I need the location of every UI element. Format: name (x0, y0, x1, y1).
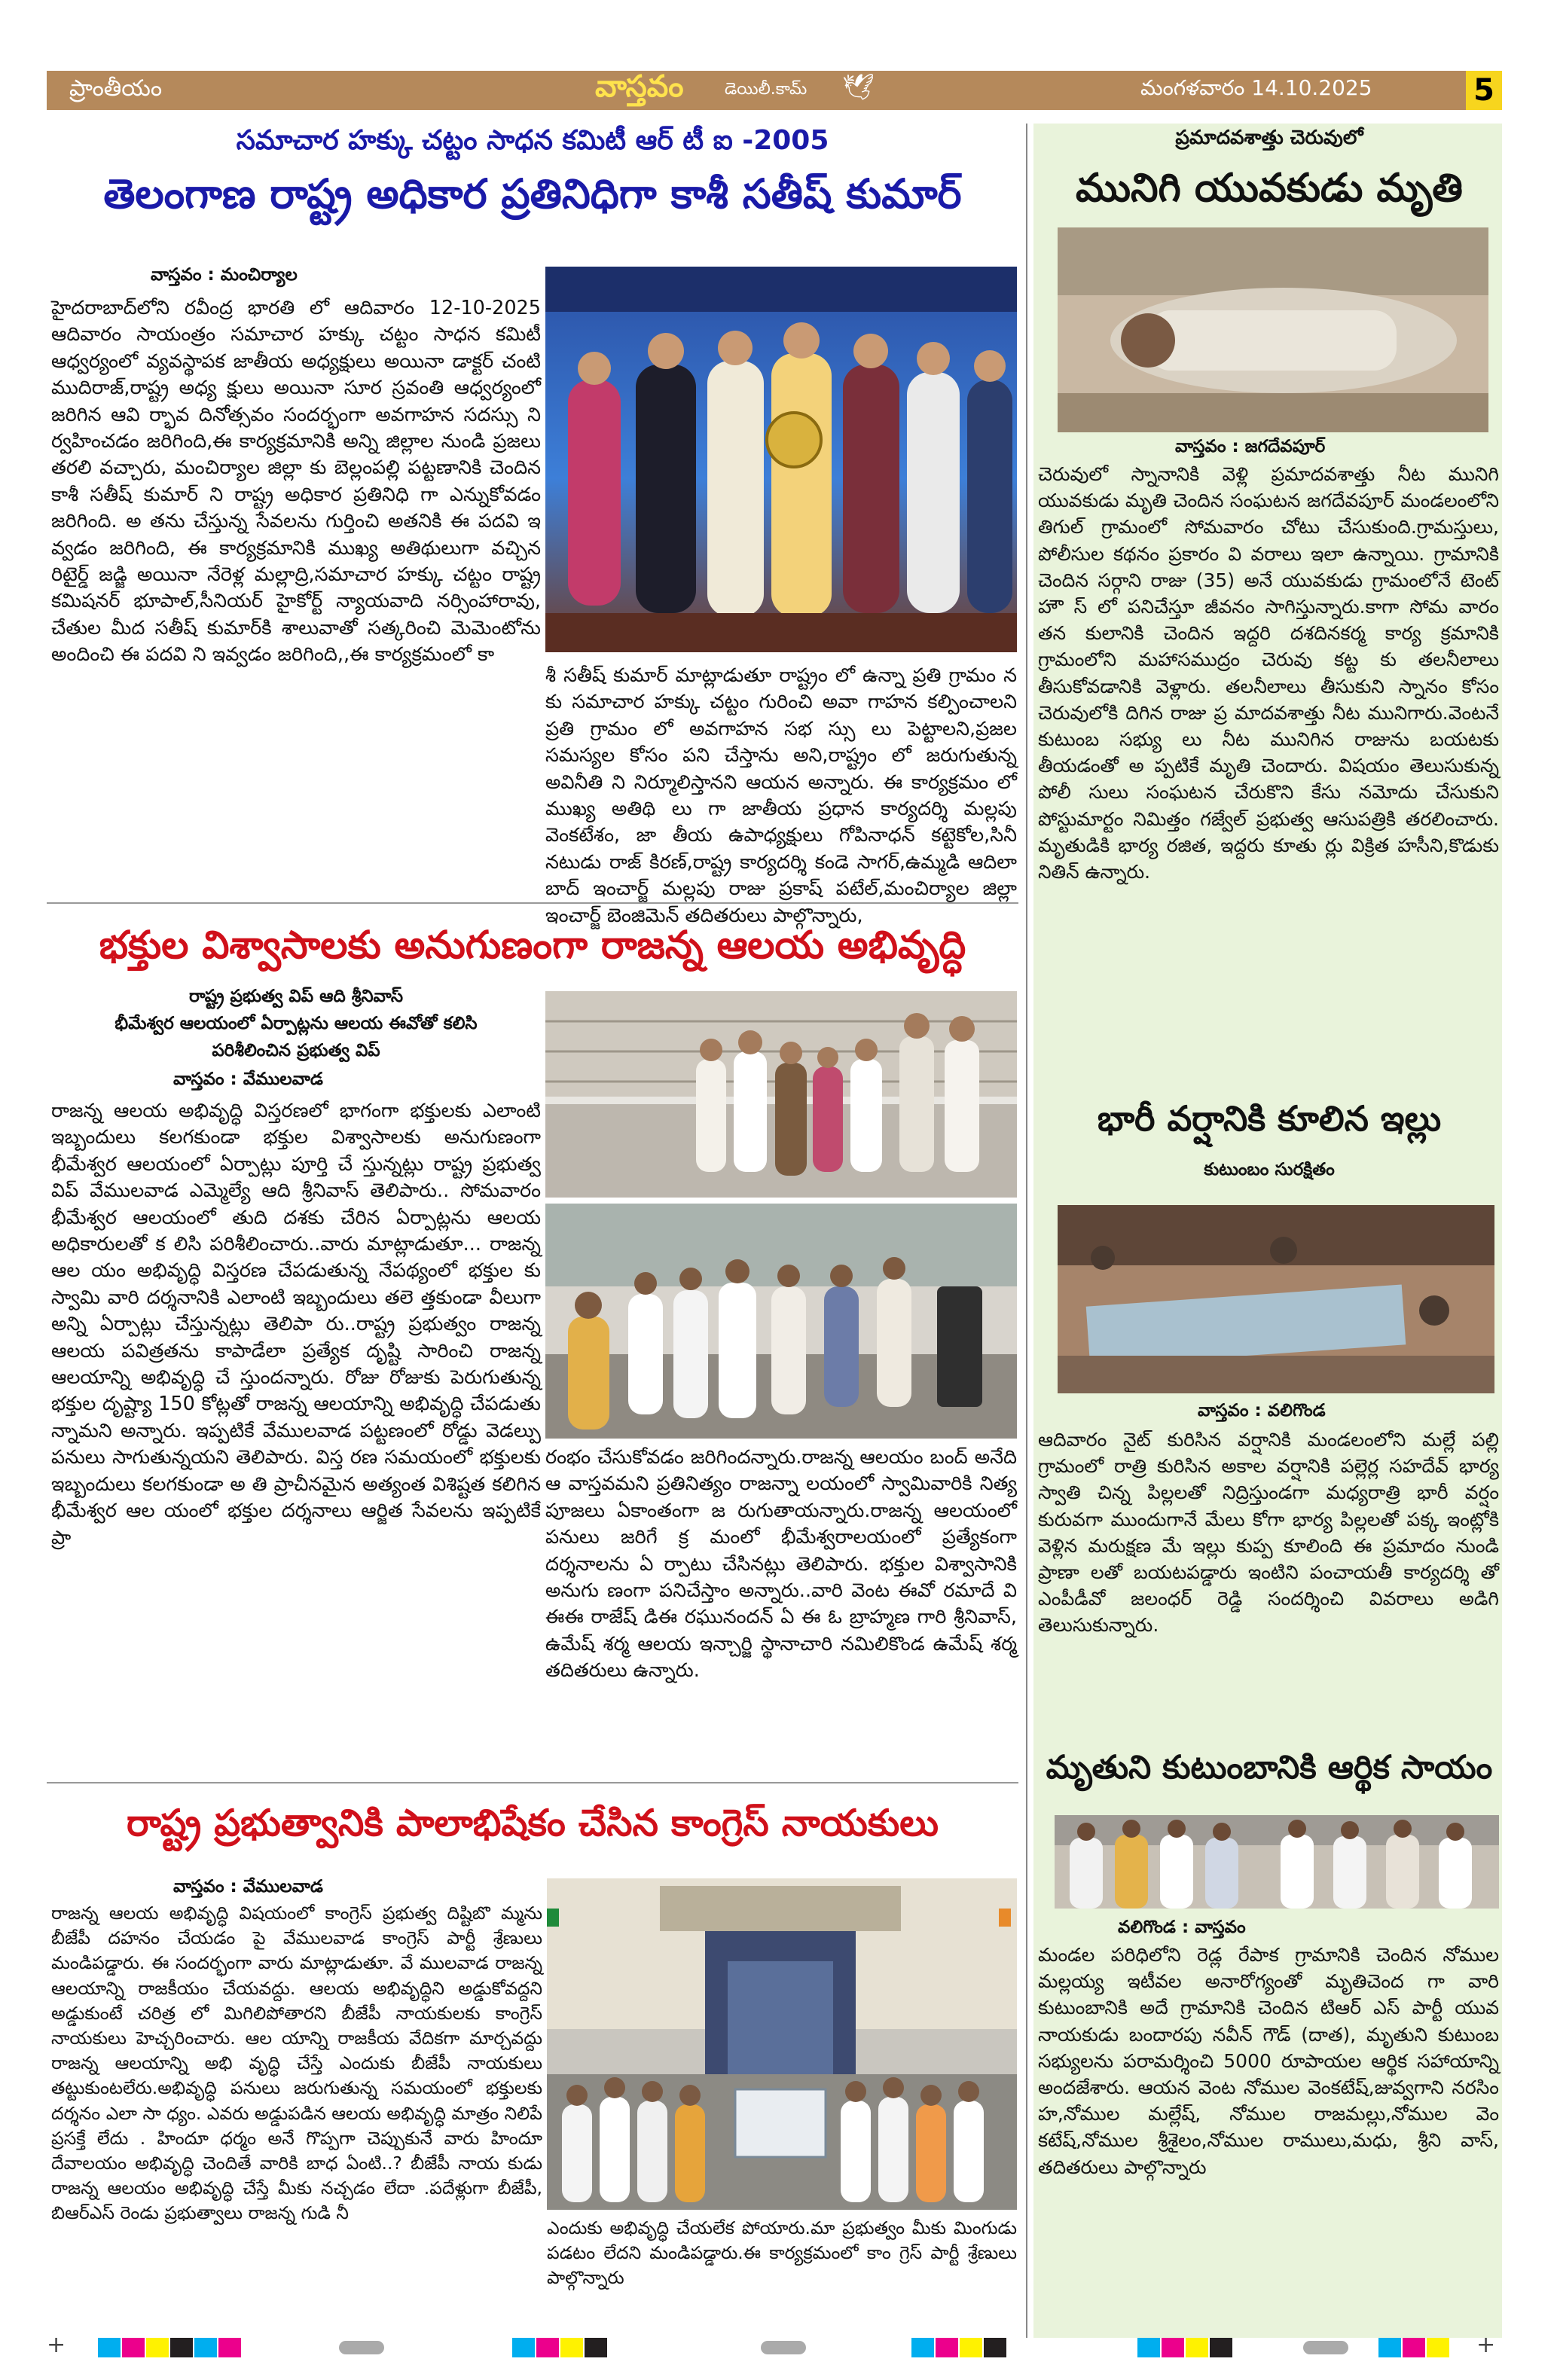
right1-body (1038, 461, 1499, 885)
story2-paragraph: రంభం చేసుకోవడం జరిగిందన్నారు.రాజన్న ఆలయం బంద్ అనేది ఆ వాస్తవమని ప్రతినిత్యం రాజన్నా లయంలో స్వామివారికి నిత్య పూజలు ఏకాంతంగా జ రుగుతాయన్నారు.రాజన్న ఆలయంలో పనులు జరిగే క్ర మంలో భీమేశ్వరాలయంలో ప్రత్యేకంగా దర్శనాలను ఏ ర్పాటు చేసినట్లు తెలిపారు. భక్తుల విశ్వాసానికి అనుగు ణంగా పనిచేస్తాం అన్నారు..వారి వెంట ఈవో రమాదే వి ఈఈ రాజేష్ డిఈ రఘునందన్ ఏ ఈ ఓ బ్రాహ్మణ గారి శ్రీనివాస్, ఉమేష్ శర్మ ఆలయ ఇన్చార్జి స్థానాచారి నమిలికొండ ఉమేష్ శర్మ తదితరులు ఉన్నారు. (545, 1446, 1017, 1683)
issue-date: మంగళవారం 14.10.2025 (1140, 75, 1372, 100)
story2-sub3: పరిశీలించిన ప్రభుత్వ విప్ (212, 1041, 380, 1060)
right3-paragraph: మండల పరిధిలోని రెడ్ల రేపాక గ్రామానికి చెందిన నోముల మల్లయ్య ఇటీవల అనారోగ్యంతో మృతిచెంద గా వారి కుటుంబానికి అదే గ్రామానికి చెందిన టిఆర్ ఎస్ పార్టీ యువ నాయకుడు బందారపు నవీన్ గౌడ్ (దాత), మృతుని కుటుంబ సభ్యులను పరామర్శించి 5000 రూపాయల ఆర్థిక సహాయాన్ని అందజేశారు. ఆయన వెంట నోముల వెంకటేష్,జువ్వగాని నరసిం హ,నోముల మల్లేష్, నోముల రాజమల్లు,నోముల వెం కటేష్,నోముల శ్రీశైలం,నోముల రాములు,మధు, శ్రీని వాస్, తదితరులు పాల్గొన్నారు (1038, 1944, 1499, 2178)
registration-mark: + (47, 2332, 66, 2358)
cmyk-strip (98, 2338, 1514, 2363)
story2-sub2: భీమేశ్వర ఆలయంలో ఏర్పాట్లను ఆలయ ఈవోతో కలిసి (114, 1014, 478, 1033)
story-divider (47, 1782, 1018, 1783)
right3-body (1038, 1942, 1499, 2180)
right2-kicker: కుటుంబం సురక్షితం (1204, 1160, 1335, 1179)
story2-sub1: రాష్ట్ర ప్రభుత్వ విప్ ఆది శ్రీనివాస్ (188, 987, 404, 1006)
story2-photo-bottom (545, 1204, 1017, 1439)
story2-body-col2 (545, 1445, 1017, 1685)
right3-photo (1055, 1815, 1499, 1909)
story3-photo (547, 1878, 1017, 2210)
right3-headline: మృతుని కుటుంబానికి ఆర్థిక సాయం (1046, 1749, 1493, 1787)
story2-dateline: వాస్తవం : వేములవాడ (173, 1069, 323, 1089)
story1-photo (545, 267, 1017, 652)
bird-icon: 🕊 (842, 72, 875, 102)
story1-dateline: వాస్తవం : మంచిర్యాల (151, 265, 298, 285)
right1-photo (1058, 227, 1488, 432)
story3-paragraph: రాజన్న ఆలయ అభివృద్ధి విషయంలో కాంగ్రెస్ ప్రభుత్వ దిష్టిబొ మ్మను బీజేపీ దహనం చేయడం పై వేములవాడ కాంగ్రెస్ పార్టీ శ్రేణులు మండిపడ్డారు. ఈ సందర్భంగా వారు మాట్లాడుతూ. వే ములవాడ రాజన్న ఆలయాన్ని రాజకీయం చేయవద్దు. ఆలయ అభివృద్ధిని అడ్డుకోవద్దని అడ్డుకుంటే చరిత్ర లో మిగిలిపోతారని బీజేపీ నాయకులకు కాంగ్రెస్ నాయకులు హెచ్చరించారు. ఆల యాన్ని రాజకీయ వేదికగా మార్చవద్దు రాజన్న ఆలయాన్ని అభి వృద్ధి చేస్తే ఎందుకు బీజేపీ నాయకులు తట్టుకుంటలేరు.అభివృద్ధి పనులు జరుగుతున్న సమయంలో భక్తులకు దర్శనం ఎలా సా ధ్యం. ఎవరు అడ్డుపడిన ఆలయ అభివృద్ధి మాత్రం నిలిపే ప్రసక్తే లేదు . హిందూ ధర్మం అనే గొప్పగా చెప్పుకునే వారు హిందూ దేవాలయం అభివృద్ధి చెందితే వారికి బాధ ఏంటి..? బీజేపీ నాయ కుడు రాజన్న ఆలయం అభివృద్ధి చేస్తే మీకు నచ్చడం లేదా .పదేళ్లుగా బీజేపీ, బిఆర్ఎస్ రెండు ప్రభుత్వాలు రాజన్న గుడి నీ (51, 1902, 542, 2224)
right1-paragraph: చెరువులో స్నానానికి వెళ్లి ప్రమాదవశాత్తు నీట మునిగి యువకుడు మృతి చెందిన సంఘటన జగదేవపూర్ మండలంలోని తిగుల్ గ్రామంలో సోమవారం చోటు చేసుకుంది.గ్రామస్తులు, పోలీసుల కథనం ప్రకారం వి వరాలు ఇలా ఉన్నాయి. గ్రామానికి చెందిన సర్గాని రాజు (35) అనే యువకుడు గ్రామంలోనే టెంట్ హౌ స్ లో పనిచేస్తూ జీవనం సాగిస్తున్నారు.కాగా సోమ వారం తన కులానికి చెందిన ఇద్దరి దశదినకర్మ కార్య క్రమానికి గ్రామంలోని మహాసముద్రం చెరువు కట్ట కు తలనీలాలు తీసుకోవడానికి వెళ్లారు. తలనీలాలు తీసుకుని స్నానం కోసం చెరువులోకి దిగిన రాజు ప్ర మాదవశాత్తు నీట మునిగారు.వెంటనే కుటుంబ సభ్యు లు నీట మునిగిన రాజును బయటకు తీయడంతో అ ప్పటికే మృతి చెందారు. విషయం తెలుసుకున్న పోలీ సులు సంఘటన చేరుకొని కేసు నమోదు చేసుకుని పోస్టుమార్టం నిమిత్తం గజ్వేల్ ప్రభుత్వ ఆసుపత్రికి తరలించారు. మృతుడికి భార్య రజిత, ఇద్దరు కూతు ర్లు విక్రిత హసీని,కొడుకు నితిన్ ఉన్నారు. (1038, 463, 1499, 883)
right1-dateline: వాస్తవం : జగదేవపూర్ (1175, 437, 1326, 456)
story1-paragraph: శీ సతీష్ కుమార్ మాట్లాడుతూ రాష్ట్రం లో ఉన్నా ప్రతి గ్రామం న కు సమాచార హక్కు చట్టం గురించి అవా గాహన కల్పించాలని ప్రతి గ్రామం లో అవగాహన సభ స్సు లు పెట్టాలని,ప్రజల సమస్యల కోసం పని చేస్తాను అని,రాష్ట్రం లో జరుగుతున్న అవినీతి ని నిర్మూలిస్తానని ఆయన అన్నారు. ఈ కార్యక్రమం లో ముఖ్య అతిథి లు గా జాతీయ ప్రధాన కార్యదర్శి మల్లపు వెంకటేశం, జా తీయ ఉపాధ్యక్షులు గోపినాధన్ కట్టెకోల,సినీ నటుడు రాజ్ కిరణ్,రాష్ట్ర కార్యదర్శి కండె సాగర్,ఉమ్మడి ఆదిలా బాద్ ఇంచార్జ్ మల్లపు రాజు ప్రకాష్ పటేల్,మంచిర్యాల జిల్లా ఇంచార్జ్ బెంజిమెన్ తదితరులు పాల్గొన్నారు, (545, 664, 1017, 927)
story3-body-col1 (51, 1901, 542, 2226)
masthead-logo: వాస్తవం (595, 69, 684, 104)
story2-paragraph: రాజన్న ఆలయ అభివృద్ధి విస్తరణలో భాగంగా భక్తులకు ఎలాంటి ఇబ్బందులు కలగకుండా భక్తుల విశ్వాసాలకు అనుగుణంగా భీమేశ్వర ఆలయంలో ఏర్పాట్లు పూర్తి చే స్తున్నట్లు రాష్ట్ర ప్రభుత్వ విప్ వేములవాడ ఎమ్మెల్యే ఆది శ్రీనివాస్ తెలిపారు.. సోమవారం భీమేశ్వర ఆలయంలో తుది దశకు చేరిన ఏర్పాట్లను ఆలయ అధికారులతో క లిసి పరిశీలించారు..వారు మాట్లాడుతూ... రాజన్న ఆల యం అభివృద్ధి విస్తరణ చేపడుతున్న నేపథ్యంలో భక్తుల కు స్వామి వారి దర్శనానికి ఎలాంటి ఇబ్బందులు తలె త్తకుండా వీలుగా అన్ని ఏర్పాట్లు చేస్తున్నట్లు తెలిపా రు..రాష్ట్ర ప్రభుత్వం రాజన్న ఆలయ పవిత్రతను కాపాడేలా ప్రత్యేక దృష్టి సారించి రాజన్న ఆలయాన్ని అభివృద్ధి చే స్తుందన్నారు. రోజు రోజుకు పెరుగుతున్న భక్తుల దృష్ట్యా 150 కోట్లతో రాజన్న ఆలయాన్ని అభివృద్ధి చేపడుతు న్నామని అన్నారు. ఇప్పటికే వేములవాడ పట్టణంలో రోడ్డు వెడల్పు పనులు సాగుతున్నయని తెలిపారు. విస్త రణ సమయంలో భక్తులకు ఇబ్బందులు కలగకుండా అ తి ప్రాచీనమైన అత్యంత విశిష్టత కలిగిన భీమేశ్వర ఆల యంలో భక్తుల దర్శనాలు ఆర్జిత సేవలను ఇప్పటికే ప్రా (51, 1100, 541, 1549)
story3-dateline: వాస్తవం : వేములవాడ (173, 1877, 323, 1896)
right2-headline: భారీ వర్షానికి కూలిన ఇల్లు (1097, 1098, 1442, 1139)
column-divider (1026, 124, 1027, 2338)
right2-paragraph: ఆదివారం నైట్ కురిసిన వర్షానికి మండలంలోని మల్లే పల్లి గ్రామంలో రాత్రి కురిసిన అకాల వర్షానికి పల్లెర్ల సహదేవ్ భార్య స్వాతి చిన్న పిల్లలతో నిద్రిస్తుండగా మధ్యరాత్రి భారీ వర్షం కురువగా ముందుగానే మేలు కోగా భార్య పిల్లలతో పక్క ఇంట్లోకి వెళ్లిన మరుక్షణ మే ఇల్లు కుప్ప కూలింది ఈ ప్రమాదం నుండి ప్రాణా లతో బయటపడ్డారు ఇంటిని పంచాయతీ కార్యదర్శి తో ఎంపీడీవో జలంధర్ రెడ్డి సందర్శించి వివరాలు అడిగి తెలుసుకున్నారు. (1038, 1429, 1499, 1637)
right2-dateline: వాస్తవం : వలిగొండ (1198, 1401, 1326, 1420)
story2-body-col1 (51, 1098, 541, 1552)
section-label: ప్రాంతీయం (69, 75, 163, 102)
story2-photo-top (545, 991, 1017, 1198)
story2-headline: భక్తుల విశ్వాసాలకు అనుగుణంగా రాజన్న ఆలయ అభివృద్ధి (99, 923, 966, 968)
right1-kicker: ప్రమాదవశాత్తు చెరువులో (1175, 127, 1363, 149)
masthead-site: డెయిలీ.కామ్ (725, 80, 808, 99)
right1-headline: మునిగి యువకుడు మృతి (1076, 166, 1463, 211)
story3-body-col2 (547, 2216, 1017, 2291)
story1-body-col1 (51, 295, 541, 669)
story3-paragraph: ఎందుకు అభివృద్ధి చేయలేక పోయారు.మా ప్రభుత్వం మీకు మింగుడు పడటం లేదని మండిపడ్డారు.ఈ కార్యక్రమంలో కాం గ్రెస్ పార్టీ శ్రేణులు పాల్గొన్నారు (547, 2217, 1017, 2289)
story1-body-col2 (545, 663, 1017, 929)
right3-dateline: వలిగొండ : వాస్తవం (1118, 1918, 1246, 1937)
registration-mark: + (1476, 2332, 1496, 2358)
story3-headline: రాష్ట్ర ప్రభుత్వానికి పాలాభిషేకం చేసిన కాంగ్రెస్ నాయకులు (127, 1802, 939, 1844)
story1-paragraph: హైదరాబాద్‌లోని రవీంద్ర భారతి లో ఆదివారం 12-10-2025 ఆదివారం సాయంత్రం సమాచార హక్కు చట్టం సాధన కమిటీ ఆధ్వర్యంలో వ్యవస్థాపక జాతీయ అధ్యక్షులు అయినా డాక్టర్ చంటి ముదిరాజ్,రాష్ట్ర అధ్య క్షులు అయినా సూర స్రవంతి ఆధ్వర్యంలో జరిగిన ఆవి ర్భావ దినోత్సవం సందర్భంగా అవగాహన సదస్సు ని ర్వహించడం జరిగింది,ఈ కార్యక్రమానికి అన్ని జిల్లాల నుండి ప్రజలు తరలి వచ్చారు, మంచిర్యాల జిల్లా కు బెల్లంపల్లి పట్టణానికి చెందిన కాశీ సతీష్ కుమార్ ని రాష్ట్ర అధికార ప్రతినిధి గా ఎన్నుకోవడం జరిగింది. అ తను చేస్తున్న సేవలను గుర్తించి అతనికి ఈ పదవి ఇ వ్వడం జరిగింది, ఈ కార్యక్రమానికి ముఖ్య అతిథులుగా వచ్చిన రిటైర్డ్ జడ్జి అయినా నేరెళ్ల మల్లాద్రి,సమాచార హక్కు చట్టం రాష్ట్ర కమిషనర్ భూపాల్,సీనియర్ హైకోర్ట్ న్యాయవాది నర్సింహారావు, చేతుల మీద సతీష్ కుమార్‌కి శాలువాతో సత్కరించి మెమెంటోను అందించి ఈ పదవి ని ఇవ్వడం జరిగింది,,ఈ కార్యక్రమంలో కా (51, 297, 541, 667)
page-number: 5 (1466, 71, 1502, 110)
story1-kicker: సమాచార హక్కు చట్టం సాధన కమిటీ ఆర్ టీ ఐ -2005 (236, 125, 829, 156)
story1-headline: తెలంగాణ రాష్ట్ర అధికార ప్రతినిధిగా కాశీ సతీష్ కుమార్ (103, 170, 962, 218)
right2-photo (1058, 1205, 1494, 1393)
right2-body (1038, 1426, 1499, 1639)
